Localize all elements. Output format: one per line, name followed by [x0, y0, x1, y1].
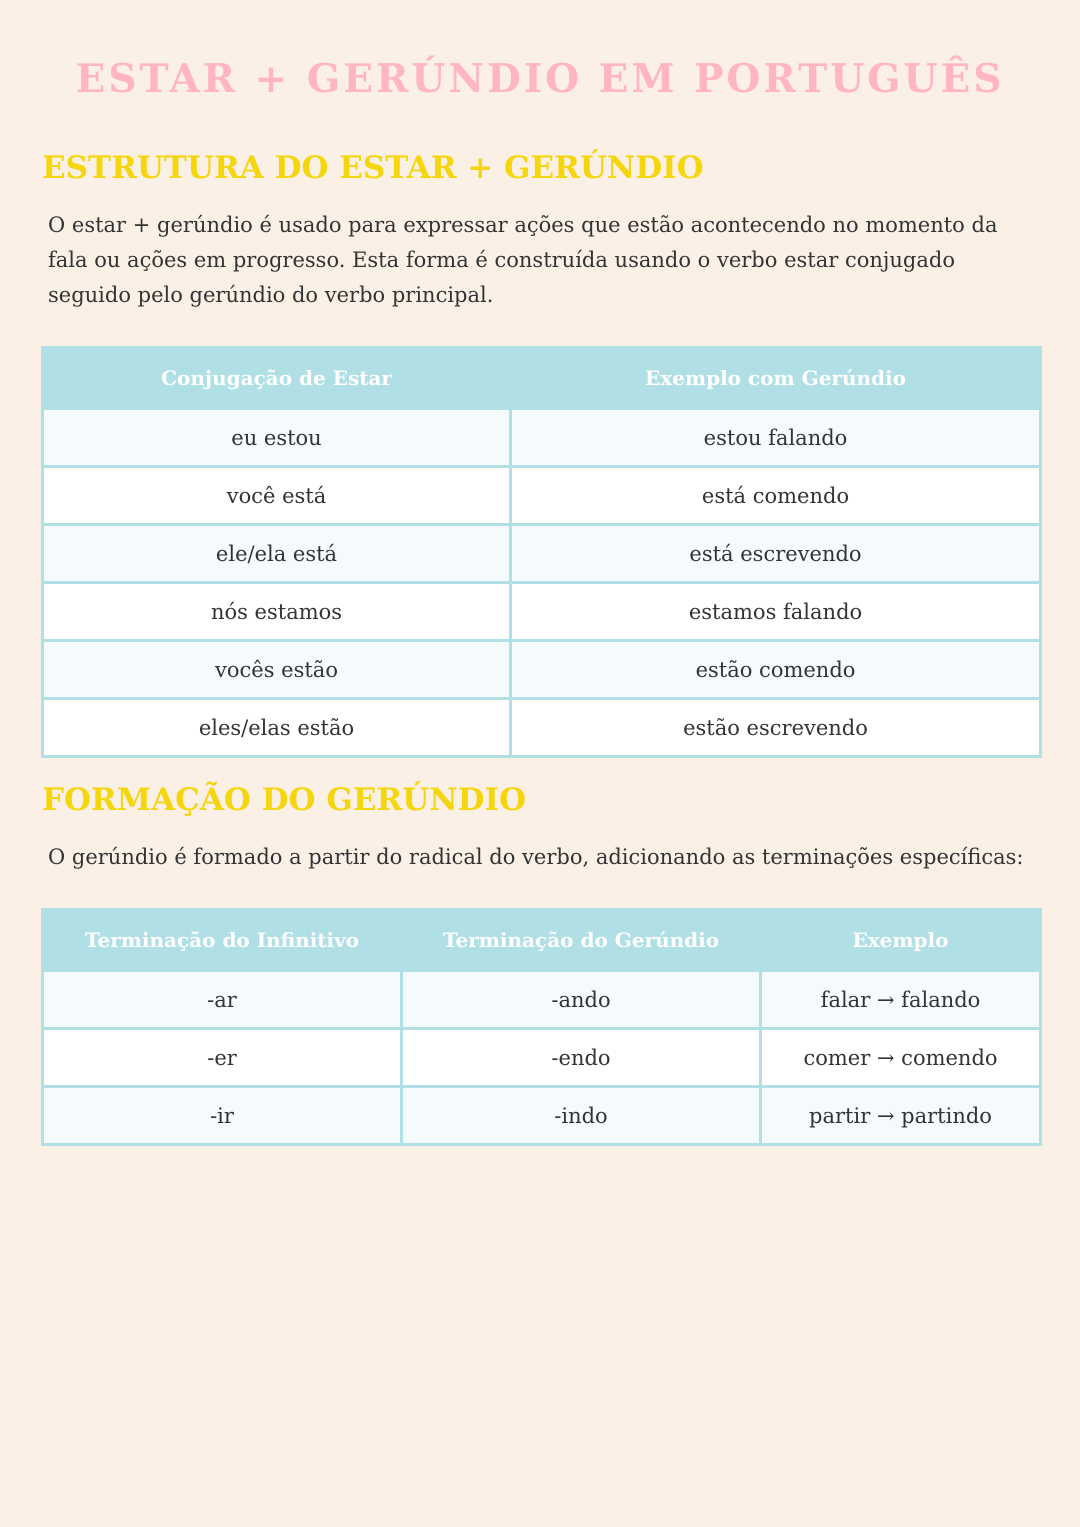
table-cell: -endo [402, 1029, 761, 1087]
table-cell: comer → comendo [761, 1029, 1041, 1087]
table-row [43, 583, 1041, 641]
section-text-formacao: O gerúndio é formado a partir do radical do verbo, adicionando as terminações específicas: [48, 845, 1024, 869]
table-header-row [43, 348, 1041, 409]
table-header-cell: Exemplo com Gerúndio [511, 348, 1041, 409]
table-row [43, 525, 1041, 583]
table-cell: vocês estão [43, 641, 511, 699]
conjugation-table [41, 346, 1042, 758]
section-heading-formacao: FORMAÇÃO DO GERÚNDIO [42, 782, 526, 818]
table-cell: está escrevendo [511, 525, 1041, 583]
table-cell: estão escrevendo [511, 699, 1041, 757]
table-cell: ele/ela está [43, 525, 511, 583]
table-row [43, 409, 1041, 467]
table-row [43, 1087, 1041, 1145]
table-cell: está comendo [511, 467, 1041, 525]
table-row [43, 699, 1041, 757]
table-header-row [43, 910, 1041, 971]
table-cell: estou falando [511, 409, 1041, 467]
table-row [43, 467, 1041, 525]
table-cell: -ando [402, 971, 761, 1029]
table-header-cell: Exemplo [761, 910, 1041, 971]
table-cell: -indo [402, 1087, 761, 1145]
table-cell: nós estamos [43, 583, 511, 641]
table-row [43, 1029, 1041, 1087]
section-heading-estrutura: ESTRUTURA DO ESTAR + GERÚNDIO [42, 150, 704, 186]
table-cell: -ir [43, 1087, 402, 1145]
table-cell: eu estou [43, 409, 511, 467]
table-header-cell: Terminação do Infinitivo [43, 910, 402, 971]
table-cell: estamos falando [511, 583, 1041, 641]
table-header-cell: Terminação do Gerúndio [402, 910, 761, 971]
table-cell: estão comendo [511, 641, 1041, 699]
table-cell: eles/elas estão [43, 699, 511, 757]
table-row [43, 971, 1041, 1029]
section-text-estrutura: O estar + gerúndio é usado para expressar ações que estão acontecendo no momento da fala ou ações em progresso. Esta forma é construída usando o verbo estar conjugado seguido pelo gerúndio do verbo principal. [48, 213, 998, 307]
table-cell: você está [43, 467, 511, 525]
table-cell: falar → falando [761, 971, 1041, 1029]
page-title: ESTAR + GERÚNDIO EM PORTUGUÊS [75, 56, 1005, 102]
table-cell: partir → partindo [761, 1087, 1041, 1145]
gerund-formation-table [41, 908, 1042, 1146]
table-header-cell: Conjugação de Estar [43, 348, 511, 409]
table-row [43, 641, 1041, 699]
table-cell: -er [43, 1029, 402, 1087]
table-cell: -ar [43, 971, 402, 1029]
